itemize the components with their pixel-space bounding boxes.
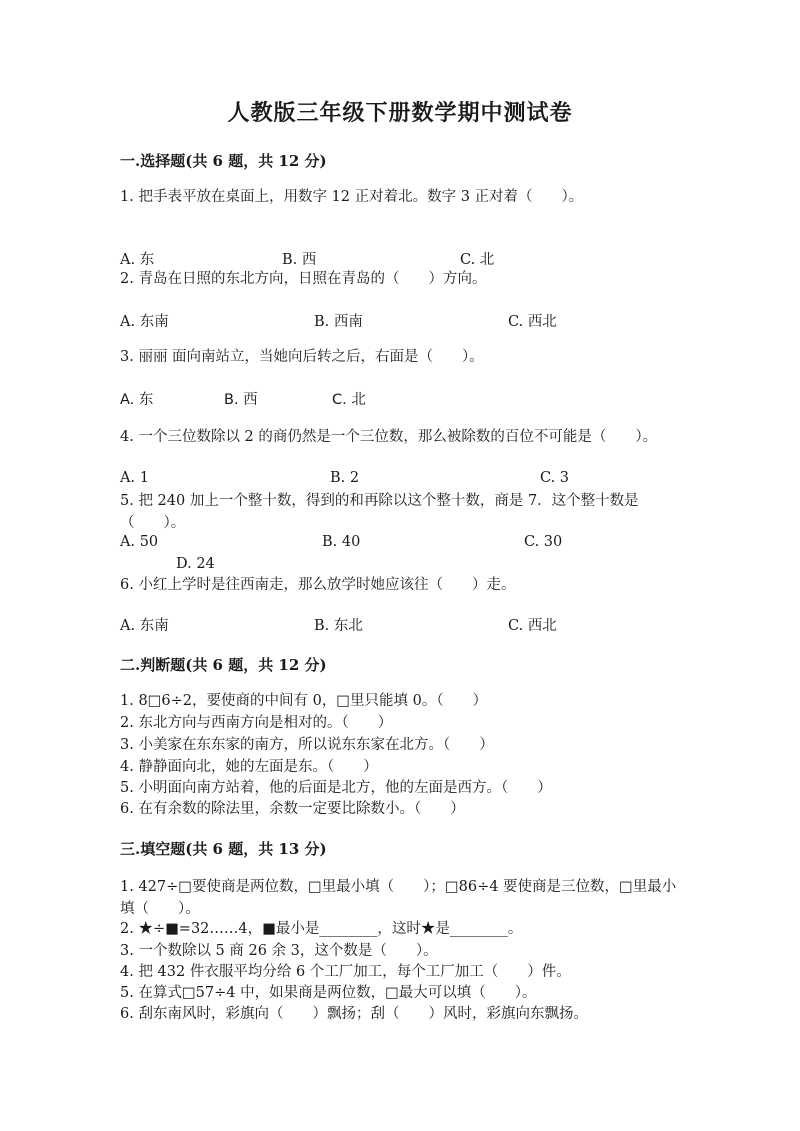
question-judge-1: 1. 8□6÷2，要使商的中间有 0，□里只能填 0。（ ）	[120, 693, 488, 709]
option-c: C. 3	[540, 470, 570, 486]
option-b: B. 40	[322, 534, 361, 550]
option-b: B. 西	[282, 252, 317, 268]
option-a: A. 东南	[120, 314, 169, 330]
question-fill-2: 2. ★÷■=32……4，■最小是________，这时★是________。	[120, 921, 523, 937]
question-fill-4: 4. 把 432 件衣服平均分给 6 个工厂加工，每个工厂加工（ ）件。	[120, 964, 571, 980]
question-judge-3: 3. 小美家在东东家的南方，所以说东东家在北方。（ ）	[120, 737, 494, 753]
question-fill-6: 6. 刮东南风时，彩旗向（ ）飘扬；刮（ ）风时，彩旗向东飘扬。	[120, 1006, 588, 1022]
option-b: B. 西南	[314, 314, 363, 330]
option-c: C. 西北	[508, 618, 557, 634]
question-choice-4: 4. 一个三位数除以 2 的商仍然是一个三位数，那么被除数的百位不可能是（ ）。	[120, 429, 658, 445]
question-choice-5: 5. 把 240 加上一个整十数，得到的和再除以这个整十数，商是 7．这个整十数是（ ）。	[120, 493, 639, 531]
section-heading-judge: 二.判断题(共 6 题，共 12 分)	[120, 656, 327, 674]
page-title: 人教版三年级下册数学期中测试卷	[227, 100, 573, 126]
question-choice-3: 3. 丽丽 面向南站立，当她向后转之后，右面是（ ）。	[120, 349, 484, 365]
option-a: A. 东	[120, 252, 155, 268]
option-a: A. 1	[120, 470, 149, 486]
question-fill-1: 1. 427÷□要使商是两位数，□里最小填（ ）；□86÷4 要使商是三位数，□里最小填（ ）。	[120, 879, 677, 917]
section-heading-fill: 三.填空题(共 6 题，共 13 分)	[120, 840, 327, 858]
section-heading-choice: 一.选择题(共 6 题，共 12 分)	[120, 152, 327, 170]
option-b: B. 2	[330, 470, 360, 486]
option-c: C. 西北	[508, 314, 557, 330]
option-c: C. 30	[524, 534, 563, 550]
question-choice-6: 6. 小红上学时是往西南走，那么放学时她应该往（ ）走。	[120, 577, 516, 593]
question-fill-3: 3. 一个数除以 5 商 26 余 3，这个数是（ ）。	[120, 943, 438, 959]
option-a: A. 东南	[120, 618, 169, 634]
question-judge-5: 5. 小明面向南方站着，他的后面是北方，他的左面是西方。（ ）	[120, 780, 552, 796]
question-judge-2: 2. 东北方向与西南方向是相对的。（ ）	[120, 715, 393, 731]
option-d: D. 24	[176, 556, 215, 572]
option-c: C. 北	[332, 392, 366, 408]
option-b: B. 西	[224, 392, 258, 408]
question-choice-2: 2. 青岛在日照的东北方向，日照在青岛的（ ）方向。	[120, 271, 487, 287]
question-judge-6: 6. 在有余数的除法里，余数一定要比除数小。（ ）	[120, 801, 465, 817]
question-judge-4: 4. 静静面向北，她的左面是东。（ ）	[120, 759, 378, 775]
option-a: A. 50	[120, 534, 159, 550]
question-choice-1: 1. 把手表平放在桌面上，用数字 12 正对着北。数字 3 正对着（ ）。	[120, 189, 584, 205]
option-a: A. 东	[120, 392, 154, 408]
option-c: C. 北	[460, 252, 495, 268]
question-fill-5: 5. 在算式□57÷4 中，如果商是两位数，□最大可以填（ ）。	[120, 985, 537, 1001]
option-b: B. 东北	[314, 618, 363, 634]
